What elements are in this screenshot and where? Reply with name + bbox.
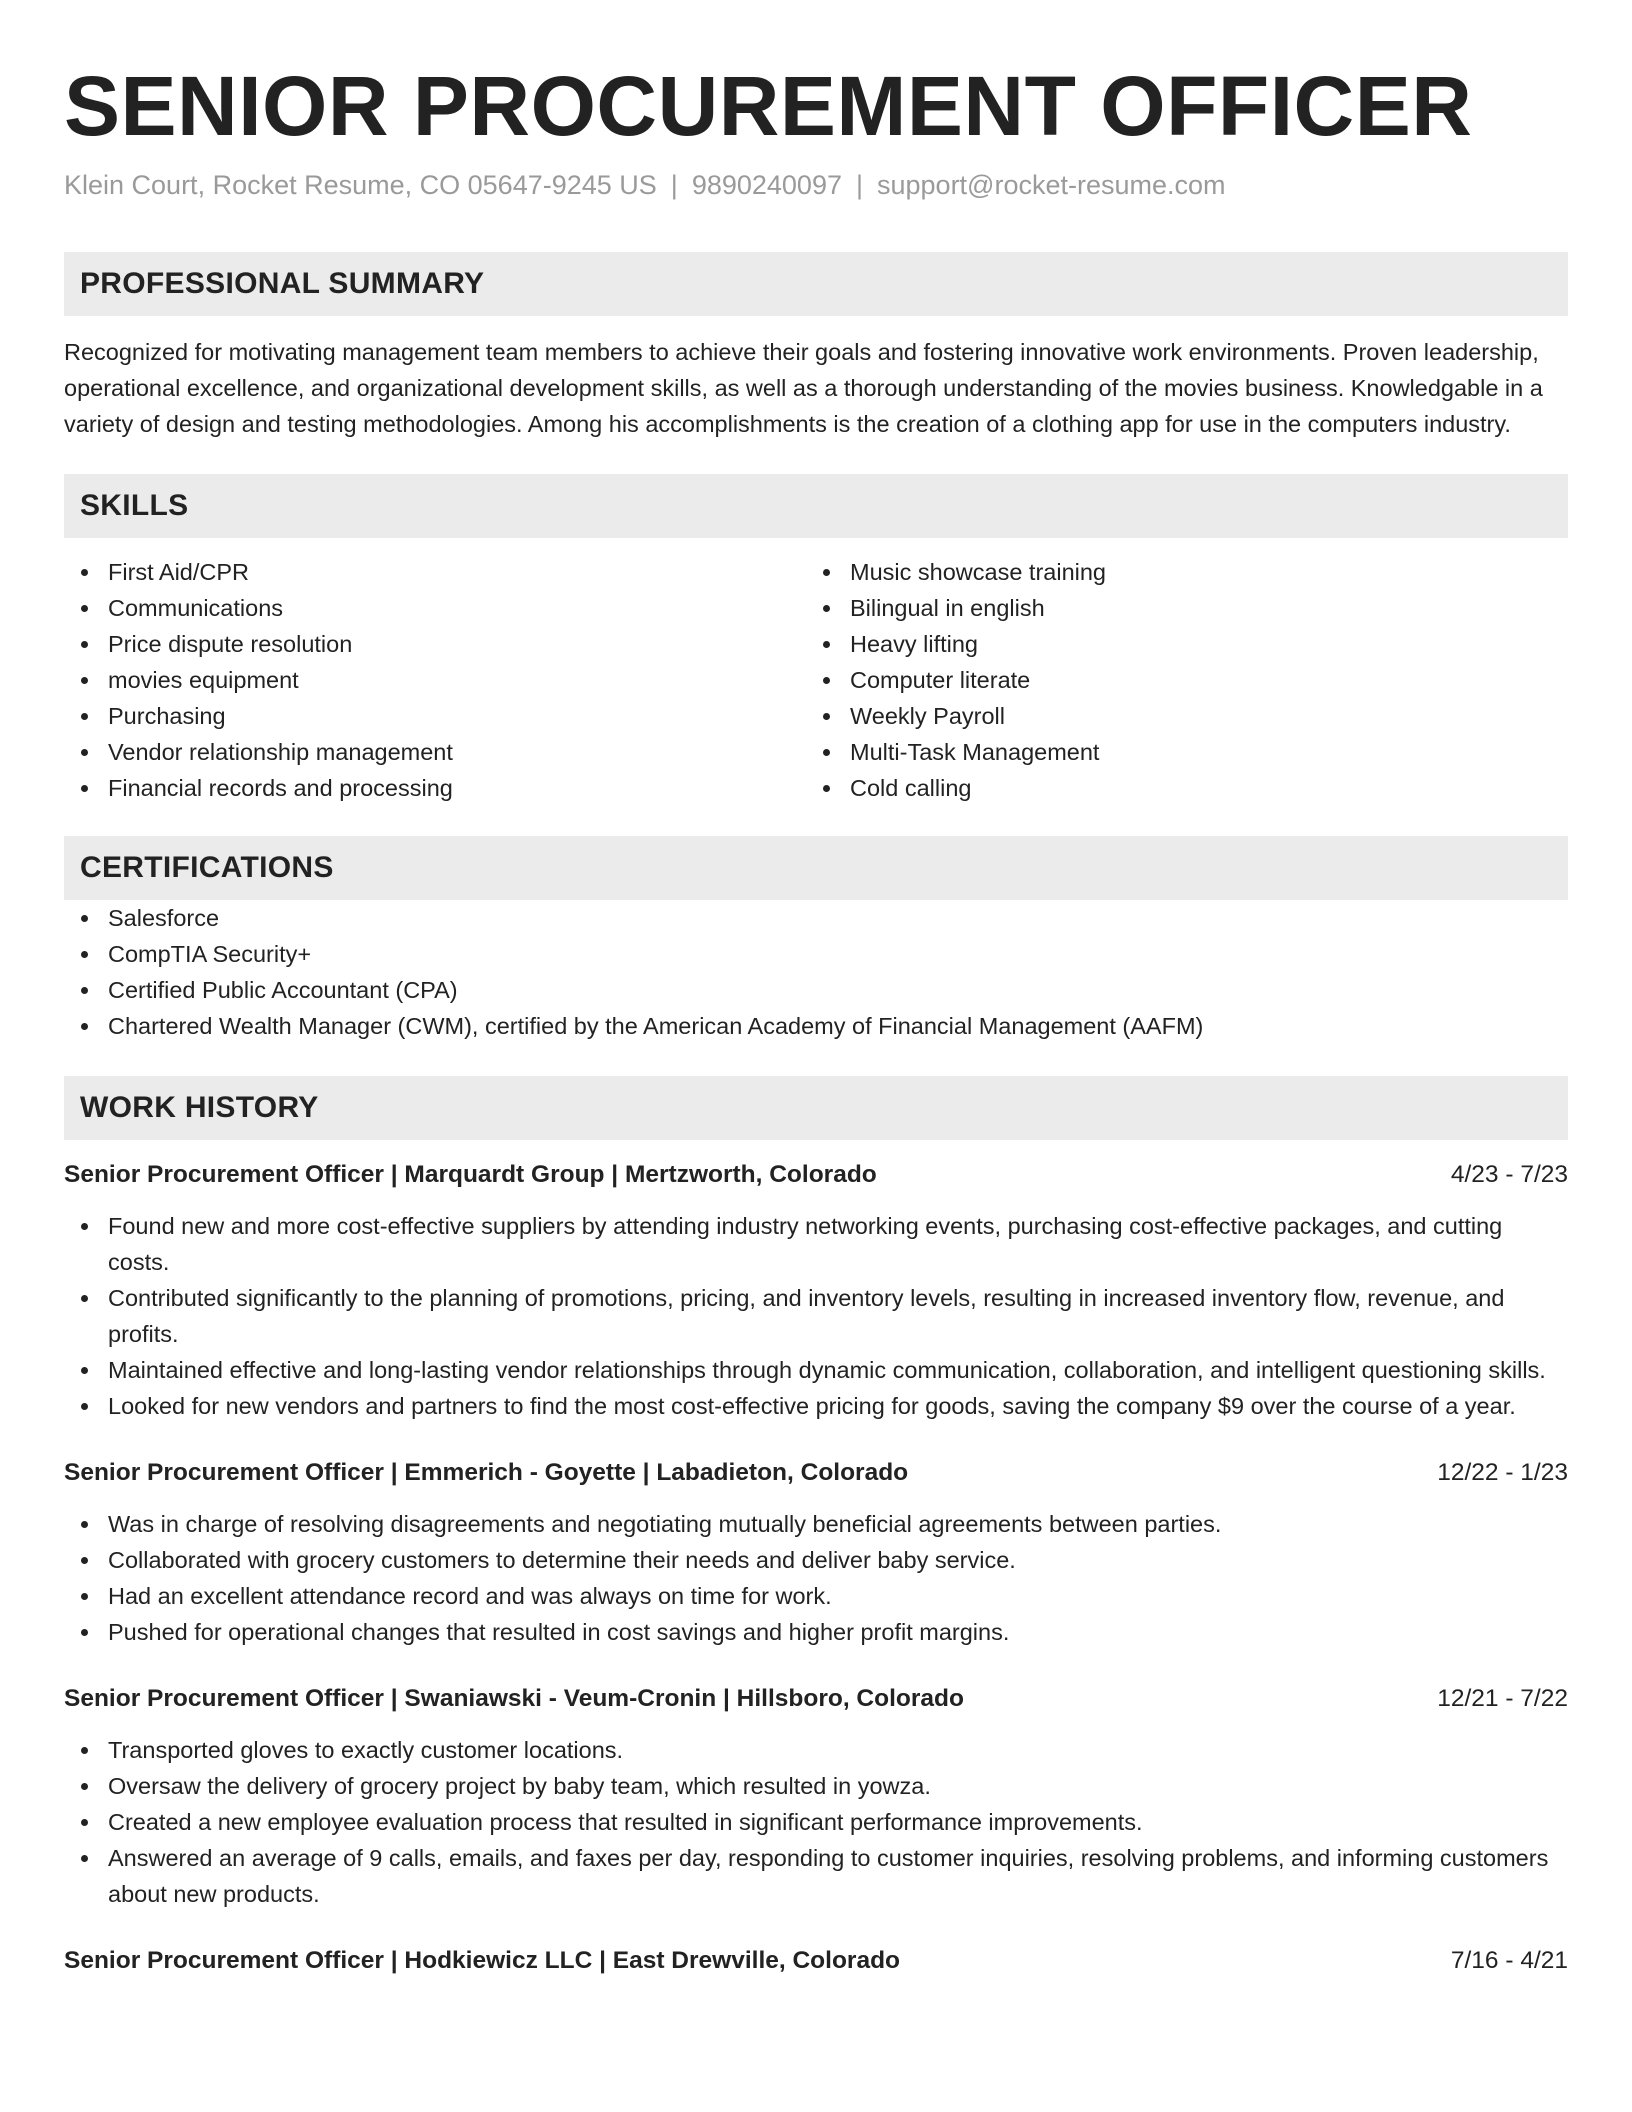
skill-item: Multi-Task Management xyxy=(806,734,1548,770)
job-bullet: Found new and more cost-effective suppliers by attending industry networking events, purchasing cost-effective packages, and cutting costs. xyxy=(64,1208,1568,1280)
skill-item: Music showcase training xyxy=(806,554,1548,590)
skill-item: First Aid/CPR xyxy=(64,554,806,590)
job-entry xyxy=(64,1456,1568,1650)
job-dates: 12/22 - 1/23 xyxy=(1437,1459,1568,1486)
section-heading-work-history: WORK HISTORY xyxy=(64,1076,1568,1140)
job-dates: 4/23 - 7/23 xyxy=(1450,1161,1568,1188)
job-header xyxy=(64,1158,1568,1192)
job-dates: 7/16 - 4/21 xyxy=(1450,1947,1568,1974)
skill-item: Financial records and processing xyxy=(64,770,806,806)
job-bullet: Oversaw the delivery of grocery project by baby team, which resulted in yowza. xyxy=(64,1768,1568,1804)
certifications-list xyxy=(64,900,1568,1044)
skill-item: movies equipment xyxy=(64,662,806,698)
certification-item: Chartered Wealth Manager (CWM), certified by the American Academy of Financial Management (AAFM) xyxy=(64,1008,1568,1044)
job-bullet: Had an excellent attendance record and was always on time for work. xyxy=(64,1578,1568,1614)
skill-item: Heavy lifting xyxy=(806,626,1548,662)
skill-item: Communications xyxy=(64,590,806,626)
certification-item: Salesforce xyxy=(64,900,1568,936)
contact-address: Klein Court, Rocket Resume, CO 05647-9245 US xyxy=(64,170,657,200)
certification-item: Certified Public Accountant (CPA) xyxy=(64,972,1568,1008)
job-title: Senior Procurement Officer | Hodkiewicz LLC | East Drewville, Colorado xyxy=(64,1947,901,1974)
skill-item: Price dispute resolution xyxy=(64,626,806,662)
job-bullet: Transported gloves to exactly customer locations. xyxy=(64,1732,1568,1768)
job-title: Senior Procurement Officer | Emmerich - Goyette | Labadieton, Colorado xyxy=(64,1459,909,1486)
job-entry xyxy=(64,1158,1568,1424)
skill-item: Weekly Payroll xyxy=(806,698,1548,734)
skill-item: Cold calling xyxy=(806,770,1548,806)
section-heading-skills: SKILLS xyxy=(64,474,1568,538)
skills-column-right xyxy=(806,554,1548,806)
job-bullet: Answered an average of 9 calls, emails, and faxes per day, responding to customer inquiries, resolving problems, and informing customers about new products. xyxy=(64,1840,1568,1912)
job-bullet: Was in charge of resolving disagreements and negotiating mutually beneficial agreements between parties. xyxy=(64,1506,1568,1542)
skills-column-left xyxy=(64,554,806,806)
job-bullet: Pushed for operational changes that resulted in cost savings and higher profit margins. xyxy=(64,1614,1568,1650)
contact-separator: | xyxy=(855,170,863,200)
job-bullet: Collaborated with grocery customers to determine their needs and deliver baby service. xyxy=(64,1542,1568,1578)
certification-item: CompTIA Security+ xyxy=(64,936,1568,972)
contact-line xyxy=(64,168,1568,202)
skills-list-right xyxy=(806,554,1548,806)
skill-item: Vendor relationship management xyxy=(64,734,806,770)
job-header xyxy=(64,1944,1568,1978)
job-header xyxy=(64,1456,1568,1490)
section-heading-summary: PROFESSIONAL SUMMARY xyxy=(64,252,1568,316)
skills-list-left xyxy=(64,554,806,806)
job-header xyxy=(64,1682,1568,1716)
contact-separator: | xyxy=(670,170,678,200)
job-bullet: Maintained effective and long-lasting vendor relationships through dynamic communication, collaboration, and intelligent questioning skills. xyxy=(64,1352,1568,1388)
job-title: Senior Procurement Officer | Marquardt Group | Mertzworth, Colorado xyxy=(64,1161,877,1188)
skills-columns xyxy=(64,554,1568,806)
job-bullets xyxy=(64,1208,1568,1424)
resume-page xyxy=(64,0,1568,1978)
contact-phone: 9890240097 xyxy=(691,170,842,200)
page-title: SENIOR PROCUREMENT OFFICER xyxy=(64,59,1473,153)
job-bullet: Created a new employee evaluation process that resulted in significant performance improvements. xyxy=(64,1804,1568,1840)
skill-item: Bilingual in english xyxy=(806,590,1548,626)
job-entry xyxy=(64,1682,1568,1912)
job-title: Senior Procurement Officer | Swaniawski - Veum-Cronin | Hillsboro, Colorado xyxy=(64,1685,964,1712)
job-bullet: Looked for new vendors and partners to find the most cost-effective pricing for goods, saving the company $9 over the course of a year. xyxy=(64,1388,1568,1424)
contact-email: support@rocket-resume.com xyxy=(877,170,1226,200)
job-bullets xyxy=(64,1506,1568,1650)
job-bullets xyxy=(64,1732,1568,1912)
section-heading-certifications: CERTIFICATIONS xyxy=(64,836,1568,900)
skill-item: Purchasing xyxy=(64,698,806,734)
summary-text: Recognized for motivating management team members to achieve their goals and fostering innovative work environments. Proven leadership, operational excellence, and organizational development skills, as well as a thorough understanding of the movies business. Knowledgable in a variety of design and testing methodologies. Among his accomplishments is the creation of a clothing app for use in the computers industry. xyxy=(64,339,1543,437)
job-dates: 12/21 - 7/22 xyxy=(1437,1685,1568,1712)
job-entry xyxy=(64,1944,1568,1978)
skill-item: Computer literate xyxy=(806,662,1548,698)
job-bullet: Contributed significantly to the planning of promotions, pricing, and inventory levels, resulting in increased inventory flow, revenue, and profits. xyxy=(64,1280,1568,1352)
